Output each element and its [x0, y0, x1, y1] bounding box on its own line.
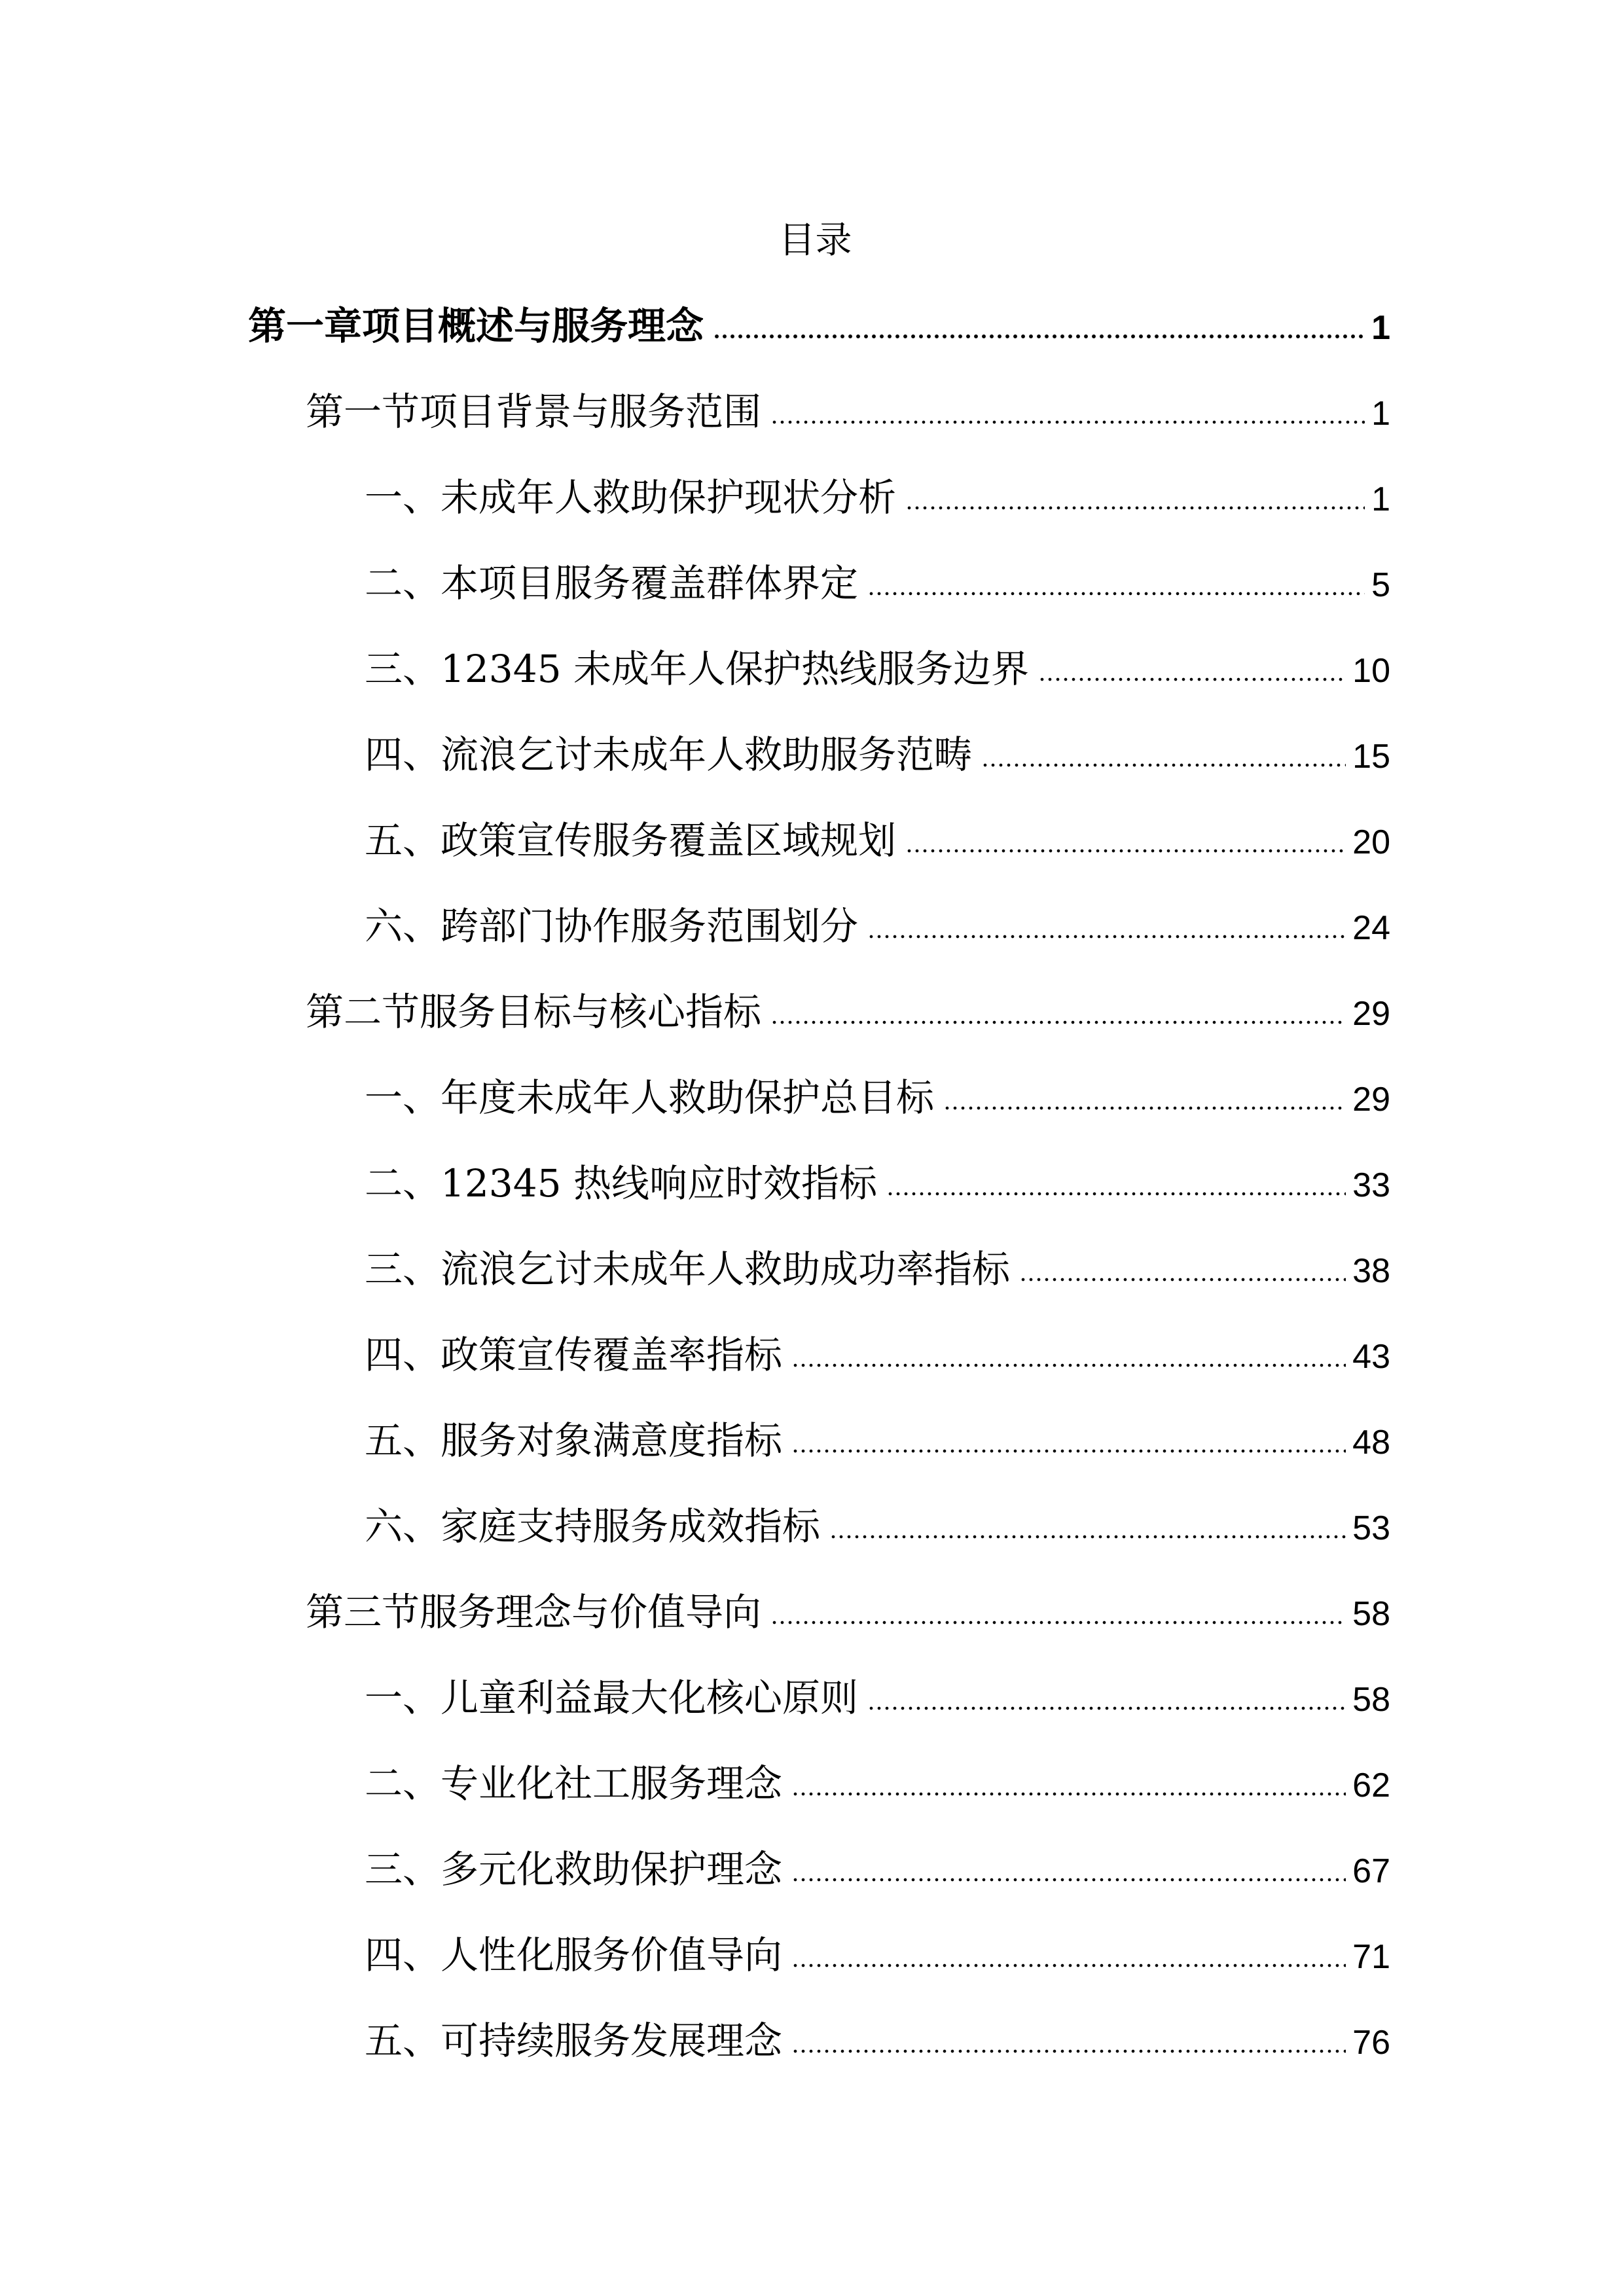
toc-entry-page: 48	[1352, 1424, 1390, 1462]
toc-item-entry[interactable]	[248, 455, 1390, 541]
toc-entry-title: 四、流浪乞讨未成年人救助服务范畴	[365, 732, 973, 777]
toc-item-entry[interactable]	[248, 541, 1390, 626]
toc-entry-title: 三、多元化救助保护理念	[365, 1847, 783, 1892]
toc-entry-title: 四、政策宣传覆盖率指标	[365, 1333, 783, 1377]
toc-dot-leader	[1038, 677, 1346, 682]
toc-dot-leader	[981, 762, 1346, 768]
toc-entry-page: 15	[1352, 738, 1390, 776]
toc-entry-title: 二、专业化社工服务理念	[365, 1761, 783, 1806]
toc-dot-leader	[886, 1191, 1346, 1196]
table-of-contents	[248, 283, 1390, 2084]
toc-entry-title: 第一节项目背景与服务范围	[306, 389, 762, 434]
toc-entry-page: 1	[1371, 309, 1390, 347]
toc-entry-title: 五、政策宣传服务覆盖区域规划	[365, 818, 897, 863]
toc-entry-title: 二、12345 热线响应时效指标	[365, 1161, 877, 1206]
toc-entry-page: 1	[1371, 480, 1390, 518]
toc-entry-title: 第三节服务理念与价值导向	[306, 1590, 762, 1634]
toc-entry-title: 四、人性化服务价值导向	[365, 1933, 783, 1977]
toc-dot-leader	[791, 1791, 1346, 1797]
toc-entry-title: 一、未成年人救助保护现状分析	[365, 475, 897, 520]
toc-item-entry[interactable]	[248, 1141, 1390, 1227]
toc-entry-page: 1	[1371, 395, 1390, 433]
toc-item-entry[interactable]	[248, 884, 1390, 969]
toc-chapter-entry[interactable]	[248, 283, 1390, 369]
toc-title: 目录	[778, 219, 852, 262]
toc-entry-title: 六、跨部门协作服务范围划分	[365, 904, 859, 948]
toc-entry-page: 58	[1352, 1595, 1390, 1633]
toc-entry-page: 5	[1371, 566, 1390, 604]
toc-item-entry[interactable]	[248, 798, 1390, 884]
toc-item-entry[interactable]	[248, 1055, 1390, 1141]
toc-entry-page: 24	[1352, 909, 1390, 947]
toc-dot-leader	[713, 334, 1365, 339]
toc-dot-leader	[867, 591, 1365, 596]
toc-dot-leader	[791, 1363, 1346, 1368]
toc-dot-leader	[867, 934, 1346, 939]
toc-entry-title: 二、本项目服务覆盖群体界定	[365, 561, 859, 605]
toc-entry-page: 62	[1352, 1767, 1390, 1804]
toc-entry-title: 第一章项目概述与服务理念	[248, 304, 704, 348]
toc-entry-page: 29	[1352, 1081, 1390, 1119]
toc-dot-leader	[791, 1877, 1346, 1882]
toc-entry-page: 67	[1352, 1852, 1390, 1890]
toc-item-entry[interactable]	[248, 1484, 1390, 1570]
toc-dot-leader	[770, 1620, 1346, 1625]
toc-entry-page: 76	[1352, 2024, 1390, 2062]
toc-item-entry[interactable]	[248, 1227, 1390, 1312]
toc-dot-leader	[943, 1105, 1346, 1111]
toc-dot-leader	[770, 420, 1365, 425]
toc-dot-leader	[791, 2049, 1346, 2054]
toc-entry-page: 58	[1352, 1681, 1390, 1719]
toc-section-entry[interactable]	[248, 369, 1390, 455]
toc-entry-title: 五、服务对象满意度指标	[365, 1418, 783, 1463]
toc-item-entry[interactable]	[248, 1655, 1390, 1741]
toc-section-entry[interactable]	[248, 1570, 1390, 1655]
toc-item-entry[interactable]	[248, 1912, 1390, 1998]
toc-entry-page: 71	[1352, 1938, 1390, 1976]
toc-entry-page: 20	[1352, 823, 1390, 861]
toc-dot-leader	[1019, 1277, 1346, 1282]
toc-section-entry[interactable]	[248, 969, 1390, 1055]
toc-entry-page: 29	[1352, 995, 1390, 1033]
toc-entry-page: 38	[1352, 1252, 1390, 1290]
toc-dot-leader	[867, 1706, 1346, 1711]
toc-item-entry[interactable]	[248, 1827, 1390, 1912]
toc-item-entry[interactable]	[248, 1312, 1390, 1398]
toc-entry-title: 六、家庭支持服务成效指标	[365, 1504, 821, 1549]
toc-dot-leader	[829, 1534, 1346, 1539]
toc-item-entry[interactable]	[248, 626, 1390, 712]
toc-item-entry[interactable]	[248, 712, 1390, 798]
toc-entry-title: 一、年度未成年人救助保护总目标	[365, 1075, 935, 1120]
toc-dot-leader	[791, 1963, 1346, 1968]
toc-entry-title: 第二节服务目标与核心指标	[306, 990, 762, 1034]
toc-entry-page: 43	[1352, 1338, 1390, 1376]
toc-entry-title: 三、流浪乞讨未成年人救助成功率指标	[365, 1247, 1011, 1291]
toc-dot-leader	[770, 1020, 1346, 1025]
toc-item-entry[interactable]	[248, 1998, 1390, 2084]
toc-entry-title: 三、12345 未成年人保护热线服务边界	[365, 647, 1029, 691]
toc-entry-page: 53	[1352, 1509, 1390, 1547]
toc-dot-leader	[905, 505, 1365, 511]
toc-entry-page: 33	[1352, 1166, 1390, 1204]
toc-dot-leader	[791, 1448, 1346, 1454]
toc-entry-title: 五、可持续服务发展理念	[365, 2018, 783, 2063]
toc-item-entry[interactable]	[248, 1741, 1390, 1827]
toc-entry-page: 10	[1352, 652, 1390, 690]
toc-dot-leader	[905, 848, 1346, 853]
toc-item-entry[interactable]	[248, 1398, 1390, 1484]
toc-entry-title: 一、儿童利益最大化核心原则	[365, 1676, 859, 1720]
